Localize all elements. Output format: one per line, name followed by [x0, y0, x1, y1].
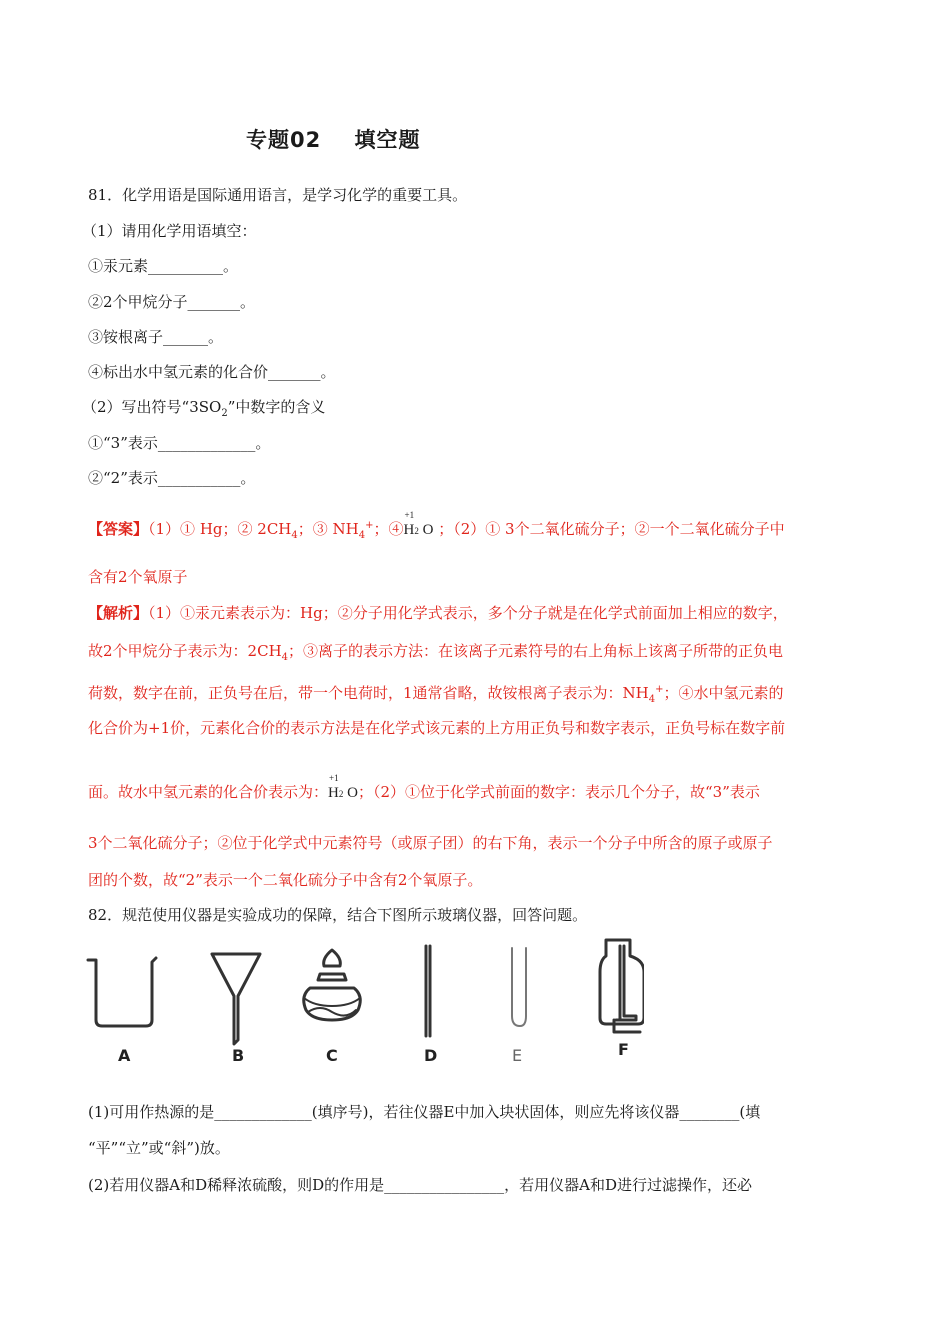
h2o-o: O [422, 522, 434, 538]
analysis-l3-sub: 4 [648, 694, 656, 705]
answer-a4: ；（2）① 3个二氧化硫分子；②一个二氧化硫分子中 [433, 520, 785, 538]
q82-stem: 82．规范使用仪器是实验成功的保障，结合下图所示玻璃仪器，回答问题。 [88, 906, 588, 924]
analysis-line7: 团的个数，故“2”表示一个二氧化硫分子中含有2个氧原子。 [88, 871, 483, 889]
answer-a2-sup: + [365, 520, 374, 531]
h2o-sub-2: 2 [338, 789, 344, 799]
q81-item2: ②2个甲烷分子_______。 [88, 293, 256, 311]
analysis-line3 [88, 680, 784, 710]
funnel-icon [212, 954, 260, 1044]
q81-meaning1: ①“3”表示_____________。 [88, 434, 271, 452]
gas-generator-icon [600, 940, 644, 1032]
q81-part2-sub: 2 [221, 408, 228, 419]
q81-item3: ③铵根离子______。 [88, 328, 224, 346]
answer-a1-sub: 4 [291, 530, 298, 541]
analysis-tag: 【解析】 [88, 604, 149, 622]
beaker-icon [88, 958, 156, 1026]
label-e: E [512, 1046, 523, 1065]
q82-sub1-cont: “平”“立”或“斜”)放。 [88, 1139, 230, 1157]
label-d: D [424, 1046, 438, 1065]
h2o-o-2: O [347, 785, 358, 801]
glass-rod-icon [426, 946, 430, 1036]
q81-meaning2: ②“2”表示___________。 [88, 469, 256, 487]
answer-a2-sub: 4 [358, 530, 366, 541]
h2o-sub: 2 [414, 526, 419, 536]
q82-sub2: (2)若用仪器A和D稀释浓硫酸，则D的作用是________________，若用仪器A和D进行过滤操作，还必 [88, 1176, 752, 1194]
label-f: F [618, 1040, 629, 1059]
h2o-valence-2: +1 [329, 773, 339, 783]
analysis-line5 [88, 773, 760, 804]
answer-line1 [88, 510, 785, 546]
answer-tag: 【答案】 [88, 520, 149, 538]
glassware-figure [84, 936, 644, 1081]
analysis-line6: 3个二氧化硫分子；②位于化学式中元素符号（或原子团）的右下角，表示一个分子中所含的原子或原子 [88, 834, 773, 852]
analysis-l1: （1）①汞元素表示为：Hg；②分子用化学式表示，多个分子就是在化学式前面加上相应的数字， [148, 604, 788, 622]
h2o-h: H [403, 522, 415, 538]
label-b: B [232, 1046, 245, 1065]
test-tube-icon [512, 948, 526, 1026]
q81-part2-b: ”中数字的含义 [227, 398, 326, 416]
water-valence-formula-2 [328, 773, 358, 804]
q81-part2 [82, 397, 325, 424]
label-a: A [118, 1046, 131, 1065]
analysis-l3-sup: + [655, 684, 664, 695]
answer-a3: ；④ [373, 520, 404, 538]
analysis-l3a: 荷数，数字在前，正负号在后，带一个电荷时，1通常省略，故铵根离子表示为：NH [88, 684, 649, 702]
q81-item4: ④标出水中氢元素的化合价_______。 [88, 363, 336, 381]
page-title: 专题02 填空题 [246, 128, 421, 152]
q81-stem: 81．化学用语是国际通用语言，是学习化学的重要工具。 [88, 186, 468, 204]
analysis-line2 [88, 641, 783, 668]
analysis-line1 [88, 603, 788, 623]
water-valence-formula [403, 510, 434, 541]
analysis-l2b: ；③离子的表示方法：在该离子元素符号的右上角标上该离子所带的正负电 [288, 642, 784, 660]
analysis-l5b: ；（2）①位于化学式前面的数字：表示几个分子，故“3”表示 [357, 783, 760, 801]
analysis-line4: 化合价为+1价，元素化合价的表示方法是在化学式该元素的上方用正负号和数字表示，正负号标在数字前 [88, 719, 786, 737]
q81-part1: （1）请用化学用语填空： [82, 222, 257, 240]
h2o-valence: +1 [404, 510, 415, 520]
alcohol-lamp-icon [304, 950, 361, 1020]
label-c: C [326, 1046, 338, 1065]
analysis-l2a: 故2个甲烷分子表示为：2CH [88, 642, 282, 660]
analysis-l2-sub: 4 [281, 652, 289, 663]
answer-line2: 含有2个氧原子 [88, 568, 188, 586]
analysis-l3b: ；④水中氢元素的 [663, 684, 784, 702]
answer-a1: （1）① Hg；② 2CH [148, 520, 292, 538]
answer-a2: ；③ NH [297, 520, 359, 538]
q81-part2-a: （2）写出符号“3SO [82, 398, 222, 416]
analysis-l5a: 面。故水中氢元素的化合价表示为： [88, 783, 329, 801]
q81-item1: ①汞元素__________。 [88, 257, 239, 275]
h2o-h-2: H [328, 785, 339, 801]
q82-sub1: (1)可用作热源的是_____________(填序号)，若往仪器E中加入块状固体，则应先将该仪器________(填 [88, 1103, 761, 1121]
